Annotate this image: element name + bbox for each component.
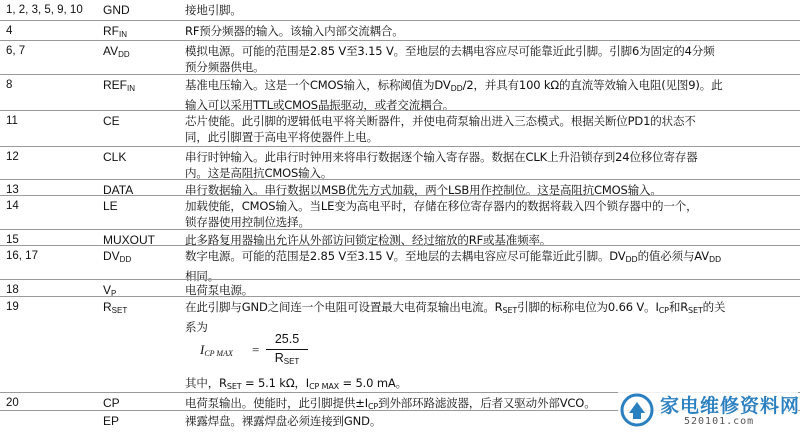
pin-mnemonic: CLK [103,150,127,164]
pin-mnemonic: GND [103,3,130,17]
pin-mnemonic: LE [103,199,118,213]
pin-number: 4 [6,25,13,37]
table-row [0,146,800,182]
table-row [0,245,800,281]
pin-mnemonic: MUXOUT [103,233,155,247]
pin-number: 20 [6,397,19,409]
table-row [0,0,800,20]
pin-mnemonic: $AV_{DD}$ [103,44,130,59]
pin-mnemonic: EP [103,414,120,428]
pin-mnemonic: CE [103,114,120,128]
pin-description: 芯片使能。此引脚的逻辑低电平将关断器件，并使电荷泵输出进入三态模式。根据关断位PD1的状态不 同，此引脚置于高电平将使器件上电。 [185,114,696,144]
watermark-title: 家电维修资料网 [660,395,800,417]
pin-description: 裸露焊盘。裸露焊盘必须连接到GND。 [185,414,382,428]
pin-number: 6, 7 [6,45,26,57]
formula-lhs: $I_{CP MAX}$ [200,342,233,358]
pin-description: 基准电压输入。这是一个CMOS输入，标称阈值为$DV_{DD}/2$，并具有100 kΩ的直流等效输入电阻(见图9)。此 输入可以采用TTL或CMOS晶振驱动，或者交流耦合。 [185,78,723,112]
fraction-bar [266,349,308,350]
pin-description: 模拟电源。可能的范围是2.85 V至3.15 V。至地层的去耦电容应尽可能靠近此引脚。引脚6为固定的4分频 预分频器供电。 [185,44,715,74]
pin-mnemonic: $R_{SET}$ [103,300,128,315]
pin-number: 11 [6,115,18,127]
table-row [0,195,800,231]
table-row [0,296,800,392]
pin-description: 电荷泵电源。 [185,283,254,297]
table-row [0,279,800,297]
site-watermark [618,389,798,433]
pin-number: 15 [6,234,19,246]
pin-description: 数字电源。可能的范围是2.85 V至3.15 V。至地层的去耦电容应尽可能靠近此引脚。$DV_{DD}$的值必须与$AV_{DD}$ 相同。 [185,249,722,283]
pin-description: 电荷泵输出。使能时，此引脚提供$\pm I_{CP}$到外部环路滤波器，后者又驱动外部VCO。 [185,396,596,411]
pin-number: 18 [6,284,19,296]
pin-description: 串行时钟输入。此串行时钟用来将串行数据逐个输入寄存器。数据在CLK上升沿锁存到24位移位寄存器 内。这是高阻抗CMOS输入。 [185,150,698,180]
pin-description: 接地引脚。 [185,3,242,17]
pin-description-note: 其中，$R_{SET} = 5.1$ kΩ，$I_{CP MAX} = 5.0$ mA。 [185,376,407,391]
pin-number: 14 [6,200,19,212]
table-row [0,110,800,146]
pin-mnemonic: $V_P$ [103,283,117,298]
pin-description: 此多路复用器输出允许从外部访问锁定检测、经过缩放的RF或基准频率。 [185,233,552,247]
watermark-logo-icon [620,393,654,427]
pin-mnemonic: $DV_{DD}$ [103,249,132,264]
pin-number: 8 [6,79,13,91]
pin-number: 1, 2, 3, 5, 9, 10 [6,4,83,16]
formula-icp-max [200,332,320,372]
formula-denominator: $R_{SET}$ [274,351,300,366]
pin-mnemonic: CP [103,396,120,410]
formula-equals: = [252,342,260,357]
pin-description: 在此引脚与GND之间连一个电阻可设置最大电荷泵输出电流。$R_{SET}$引脚的标称电位为0.66 V。$I_{CP}$和$R_{SET}$的关 系为 [185,300,726,334]
table-row [0,40,800,74]
pin-number: 16, 17 [6,250,38,262]
pin-number: 19 [6,301,19,313]
pin-number: 13 [6,184,19,196]
pin-description: 串行数据输入。串行数据以MSB优先方式加载，两个LSB用作控制位。这是高阻抗CMOS输入。 [185,183,662,197]
pin-number: 12 [6,151,19,163]
pin-mnemonic: $RF_{IN}$ [103,24,127,39]
pin-mnemonic: $REF_{IN}$ [103,78,135,93]
pin-mnemonic: DATA [103,183,134,197]
table-row [0,20,800,40]
pin-description: RF预分频器的输入。该输入内部交流耦合。 [185,24,404,38]
pin-description: 加载使能，CMOS输入。当LE变为高电平时，存储在移位寄存器内的数据将载入四个锁存器中的一个， 锁存器使用控制位选择。 [185,199,698,229]
watermark-url: 520101.com [684,416,755,427]
formula-numerator: 25.5 [274,332,300,346]
